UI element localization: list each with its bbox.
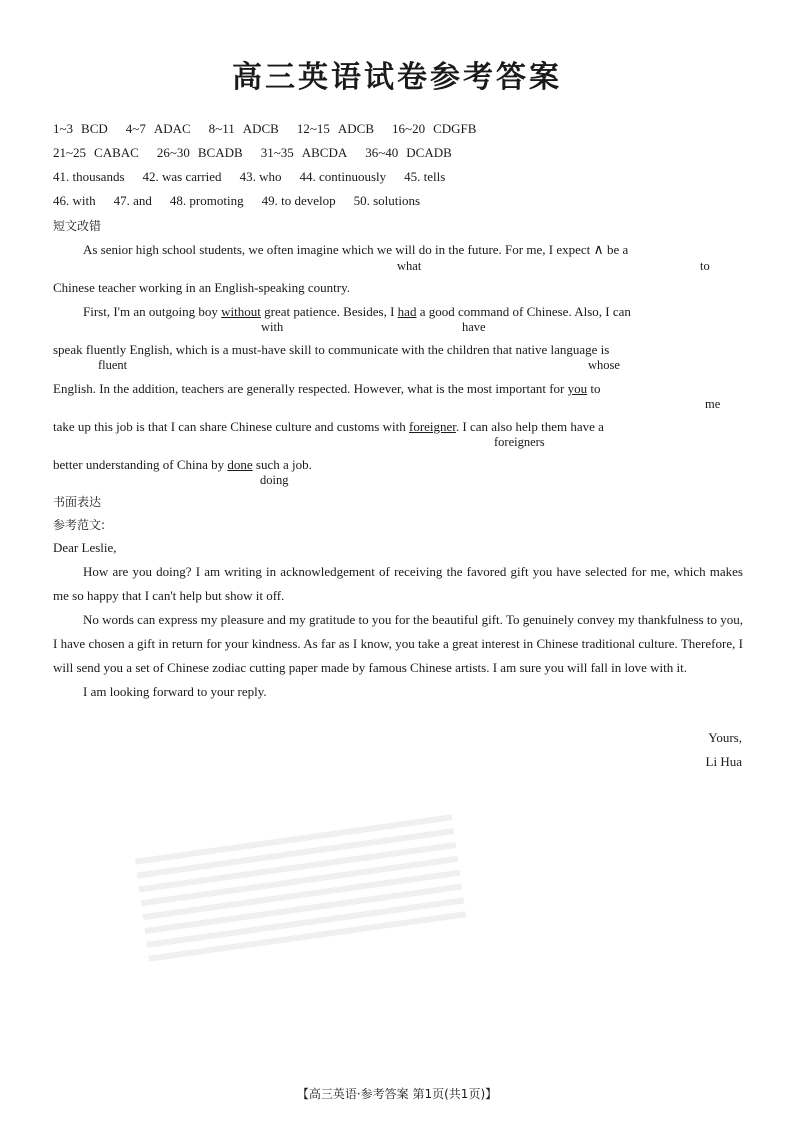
- page-title: 高三英语试卷参考答案: [232, 60, 562, 95]
- correction-text: First, I'm an outgoing boy: [83, 304, 222, 319]
- correction-doing: doing: [260, 473, 289, 487]
- answer-letters: CDGFB: [433, 121, 477, 136]
- answer-group: [53, 121, 108, 137]
- answer-row-2: [53, 145, 470, 161]
- answer-item: 50. solutions: [353, 193, 421, 208]
- letter-paragraph: How are you doing? I am writing in acknowledgement of receiving the favored gift you have selected for me, which makes me so happy that I can't help but show it off.: [53, 564, 743, 603]
- question-range: 36~40: [365, 145, 399, 160]
- correction-have: have: [462, 320, 486, 334]
- answer-row-3: [53, 169, 463, 185]
- correction-with: with: [261, 320, 284, 334]
- answer-group: [261, 145, 348, 161]
- sample-letter: [53, 536, 743, 704]
- error-word: done: [227, 457, 253, 472]
- error-word: had: [397, 304, 417, 319]
- correction-text: a good command of Chinese. Also, I can: [416, 304, 631, 319]
- answer-group: [53, 145, 139, 161]
- answer-item: 43. who: [239, 169, 282, 184]
- letter-greeting: Dear Leslie,: [53, 540, 117, 555]
- answer-item: 46. with: [53, 193, 96, 208]
- letter-closing: Yours,: [708, 730, 742, 745]
- correction-line: Chinese teacher working in an English-speaking country.: [53, 280, 350, 295]
- correction-foreigners: foreigners: [494, 435, 545, 449]
- error-word: without: [221, 304, 261, 319]
- question-range: 12~15: [296, 121, 330, 136]
- answer-item: 49. to develop: [261, 193, 336, 208]
- error-word: foreigner: [408, 419, 456, 434]
- correction-line: [53, 302, 743, 321]
- correction-line: speak fluently English, which is a must-have skill to communicate with the children that native language is: [53, 342, 610, 357]
- answer-item: 44. continuously: [299, 169, 387, 184]
- letter-paragraph: No words can express my pleasure and my gratitude to you for the beautiful gift. To genuinely convey my thankfulness to you, I have chosen a gift in return for your kindness. As far as I know, you take a great interest in Chinese traditional culture. Therefore, I will send you a set of Chinese zodiac cutting paper made by famous Chinese artists. I am sure you will fall in love with it.: [53, 612, 743, 675]
- answer-group: [365, 145, 452, 161]
- answer-letters: ABCDA: [301, 145, 348, 160]
- question-range: 1~3: [53, 121, 74, 136]
- error-word: you: [567, 381, 588, 396]
- answer-item: 45. tells: [404, 169, 446, 184]
- answer-item: 48. promoting: [169, 193, 244, 208]
- answer-group: [209, 121, 279, 137]
- correction-text: take up this job is that I can share Chinese culture and customs with: [53, 419, 409, 434]
- correction-fluent: fluent: [98, 358, 128, 372]
- section-heading-writing: 书面表达: [53, 495, 102, 509]
- question-range: 16~20: [392, 121, 426, 136]
- answer-letters: CABAC: [94, 145, 139, 160]
- question-range: 4~7: [125, 121, 146, 136]
- section-heading-correction: 短文改错: [53, 219, 102, 233]
- correction-text: great patience. Besides, I: [260, 304, 398, 319]
- correction-text: such a job.: [252, 457, 312, 472]
- answer-letters: ADAC: [153, 121, 191, 136]
- correction-text: to: [587, 381, 601, 396]
- correction-whose: whose: [588, 358, 620, 372]
- correction-me: me: [705, 397, 721, 411]
- faded-watermark: [134, 808, 466, 961]
- correction-text: English. In the addition, teachers are generally respected. However, what is the most important for: [53, 381, 568, 396]
- correction-text: As senior high school students, we often imagine which we will do in the future. For me, I expect: [83, 242, 594, 257]
- correction-text: be a: [603, 242, 629, 257]
- question-range: 26~30: [156, 145, 190, 160]
- answer-letters: ADCB: [242, 121, 279, 136]
- answer-group: [297, 121, 374, 137]
- correction-text: better understanding of China by: [53, 457, 228, 472]
- answer-group: [157, 145, 243, 161]
- answer-group: [126, 121, 191, 137]
- correction-line: [53, 417, 743, 436]
- letter-signature: Li Hua: [705, 754, 742, 769]
- answer-item: 42. was carried: [142, 169, 222, 184]
- question-range: 21~25: [53, 145, 87, 160]
- answer-letters: ADCB: [337, 121, 375, 136]
- answer-item: 47. and: [113, 193, 152, 208]
- correction-what: what: [397, 259, 422, 273]
- answer-letters: BCADB: [197, 145, 243, 160]
- question-range: 31~35: [260, 145, 294, 160]
- correction-line: [53, 240, 743, 260]
- letter-paragraph: I am looking forward to your reply.: [83, 684, 267, 699]
- correction-line: [53, 455, 743, 474]
- sample-essay-label: 参考范文:: [53, 518, 106, 532]
- answer-row-4: [53, 193, 438, 209]
- answer-letters: BCD: [81, 121, 108, 136]
- correction-text: . I can also help them have a: [455, 419, 604, 434]
- page-footer: 【高三英语·参考答案 第1页(共1页)】: [296, 1087, 498, 1101]
- answer-row-1: [53, 121, 494, 137]
- answer-letters: DCADB: [406, 145, 452, 160]
- insertion-mark: ∧: [593, 243, 604, 258]
- question-range: 8~11: [208, 121, 235, 136]
- correction-line: [53, 379, 743, 398]
- correction-to: to: [700, 259, 710, 273]
- answer-group: [392, 121, 476, 137]
- answer-item: 41. thousands: [53, 169, 125, 184]
